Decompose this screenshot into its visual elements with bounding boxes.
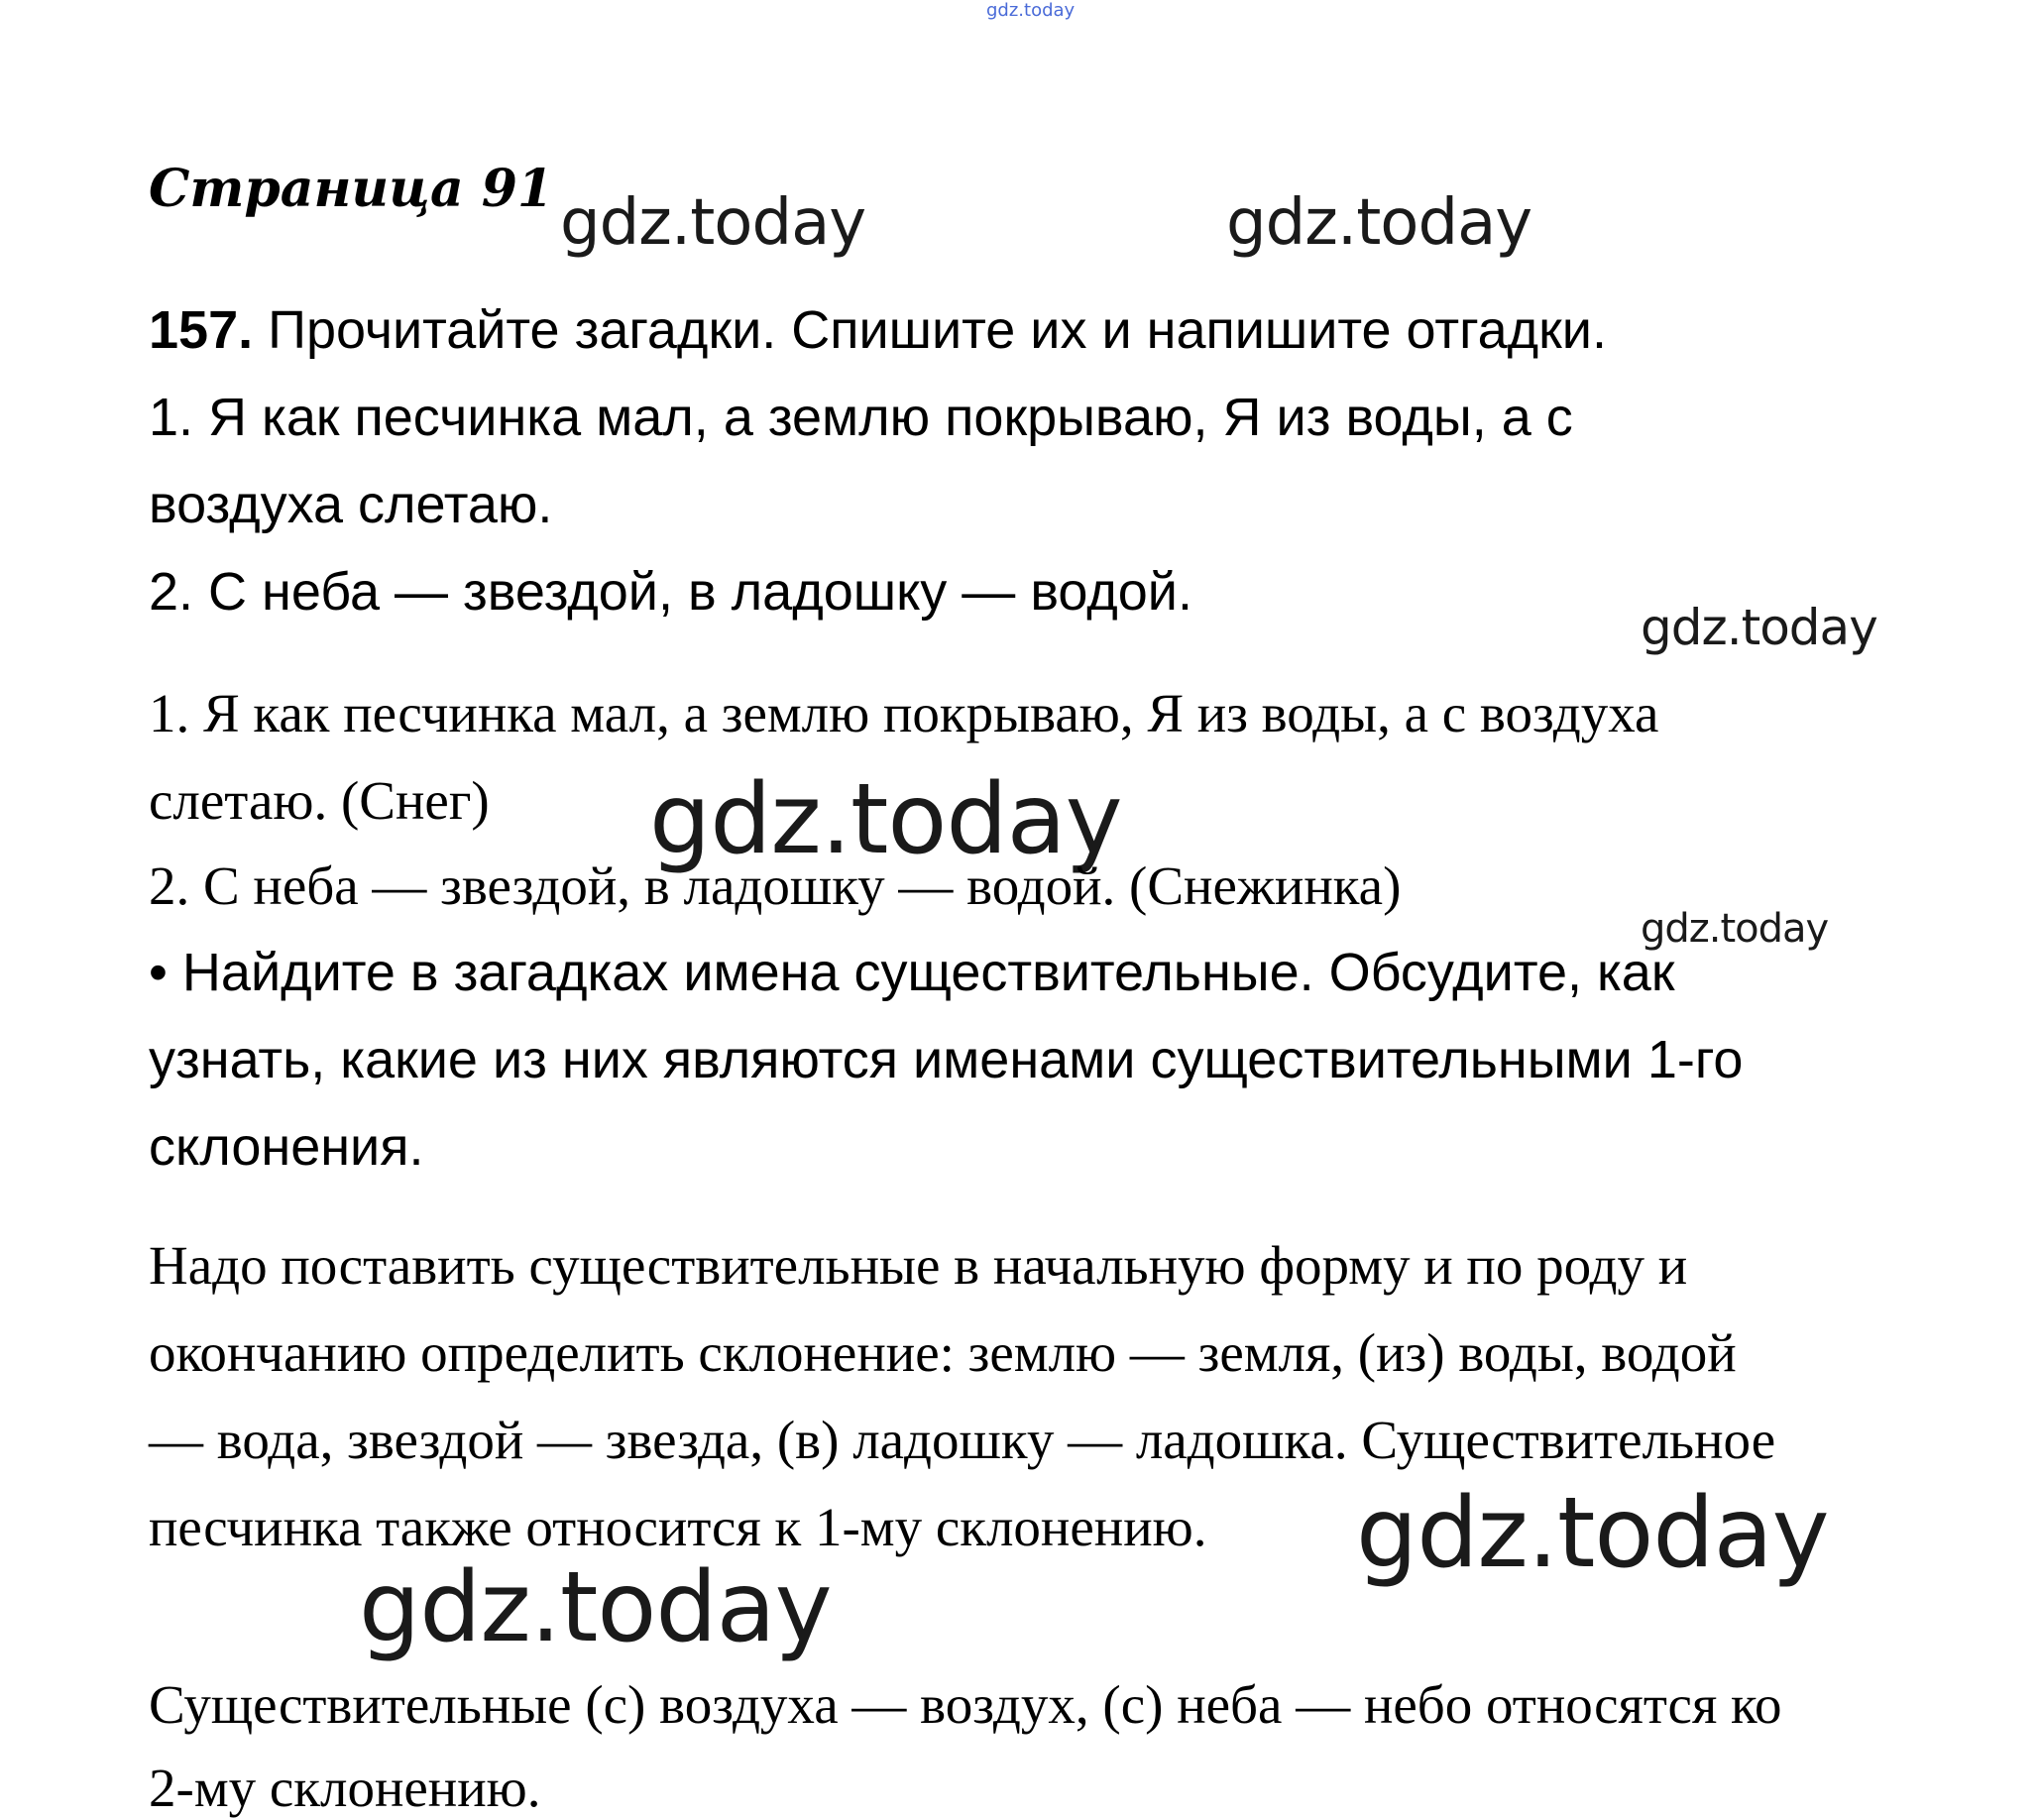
riddle-1-line-2: воздуха слетаю. (149, 475, 553, 534)
task-number: 157. (149, 300, 254, 360)
watermark: gdz.today (1356, 1477, 1829, 1590)
watermark: gdz.today (560, 186, 866, 260)
answer-2-line-3: — вода, звездой — звезда, (в) ладошку — ладошка. Существительное (149, 1410, 1776, 1470)
riddle-1-line-1: 1. Я как песчинка мал, а землю покрываю, Я из воды, а с (149, 388, 1573, 447)
task-instruction (149, 299, 1607, 361)
watermark: gdz.today (649, 763, 1122, 876)
riddle-2: 2. С неба — звездой, в ладошку — водой. (149, 562, 1192, 622)
answer-1-line-1: 1. Я как песчинка мал, а землю покрываю, Я из воды, а с воздуха (149, 683, 1659, 743)
answer-3-line-2: 2-му склонению. (149, 1758, 541, 1818)
answer-3-line-1: Существительные (с) воздуха — воздух, (с) неба — небо относятся ко (149, 1674, 1782, 1735)
watermark: gdz.today (359, 1551, 832, 1664)
watermark-top: gdz.today (986, 0, 1076, 21)
question-line-2: узнать, какие из них являются именами существительными 1-го (149, 1030, 1744, 1089)
question-line-1: • Найдите в загадках имена существительные. Обсудите, как (149, 943, 1675, 1002)
page-title: Страница 91 (149, 159, 554, 219)
task-instruction-text: Прочитайте загадки. Спишите их и напишите отгадки. (268, 300, 1607, 360)
answer-2-line-1: Надо поставить существительные в начальную форму и по роду и (149, 1235, 1688, 1296)
watermark: gdz.today (1641, 599, 1877, 656)
question-line-3: склонения. (149, 1117, 424, 1177)
answer-2-line-4: песчинка также относится к 1-му склонению. (149, 1497, 1207, 1557)
answer-1-line-2: слетаю. (Снег) (149, 770, 490, 831)
answer-1-line-3: 2. С неба — звездой, в ладошку — водой. (Снежинка) (149, 855, 1402, 916)
answer-2-line-2: окончанию определить склонение: землю — земля, (из) воды, водой (149, 1322, 1737, 1383)
watermark: gdz.today (1226, 186, 1532, 260)
watermark: gdz.today (1641, 906, 1829, 952)
